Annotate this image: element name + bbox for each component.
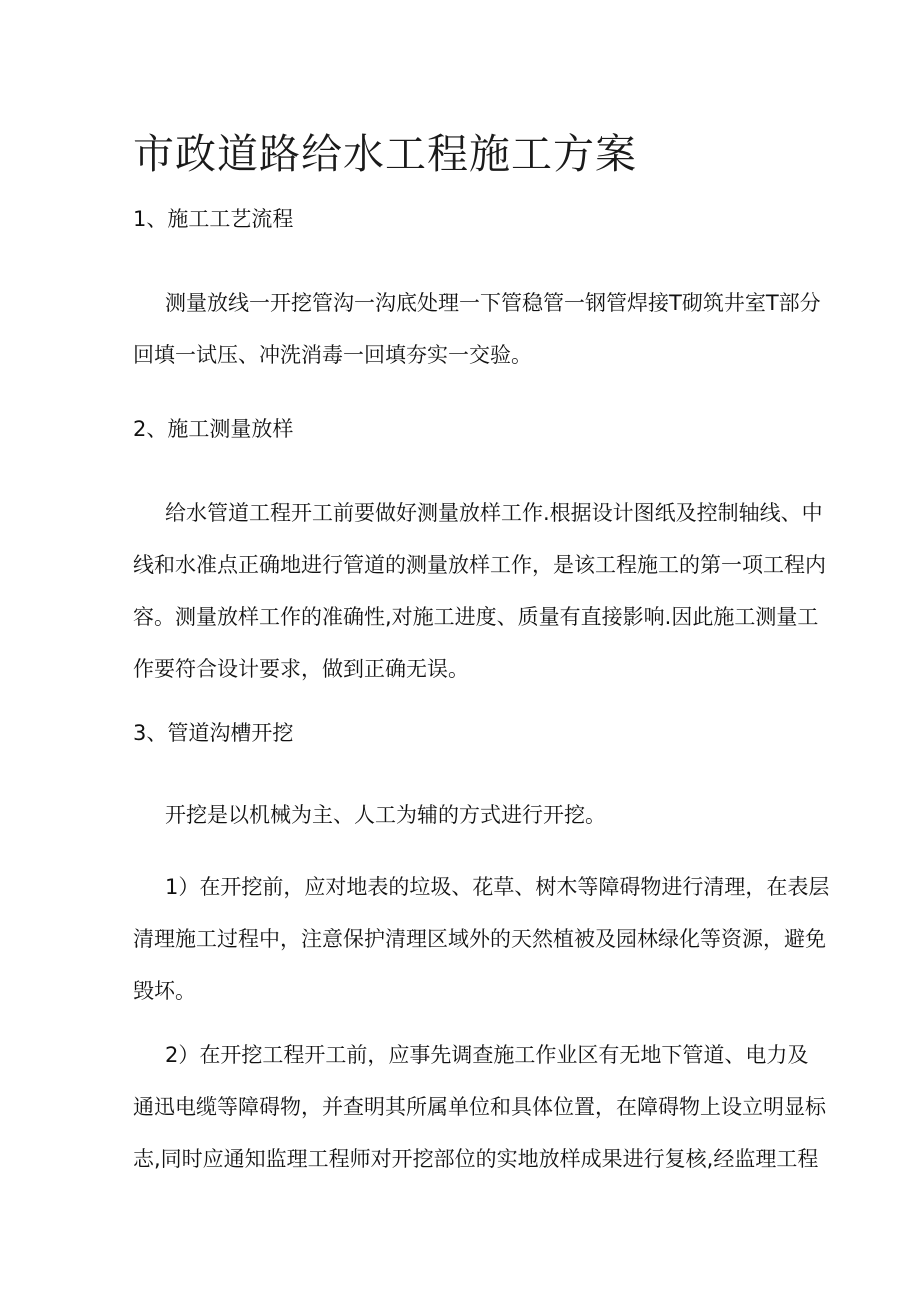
paragraph-line: 清理施工过程中，注意保护清理区域外的天然植被及园林绿化等资源，避免: [133, 927, 826, 951]
paragraph-excavation-step-2: [133, 1029, 826, 1185]
document-title: 市政道路给水工程施工方案: [133, 130, 637, 178]
paragraph-survey-layout: [133, 487, 826, 695]
paragraph-excavation-method: [133, 789, 798, 841]
paragraph-line: 毁坏。: [133, 979, 196, 1003]
paragraph-line: 作要符合设计要求，做到正确无误。: [133, 657, 469, 681]
paragraph-line: 1）在开挖前，应对地表的垃圾、花草、树木等障碍物进行清理，在表层: [165, 875, 830, 899]
paragraph-line: 志,同时应通知监理工程师对开挖部位的实地放样成果进行复核,经监理工程: [133, 1147, 819, 1171]
paragraph-line: 开挖是以机械为主、人工为辅的方式进行开挖。: [165, 803, 606, 827]
section-heading-3: 3、管道沟槽开挖: [133, 721, 294, 745]
paragraph-line: 通迅电缆等障碍物，并查明其所属单位和具体位置，在障碍物上设立明显标: [133, 1095, 826, 1119]
paragraph-line: 2）在开挖工程开工前，应事先调查施工作业区有无地下管道、电力及: [165, 1043, 809, 1067]
section-heading-2: 2、施工测量放样: [133, 417, 294, 441]
paragraph-excavation-step-1: [133, 861, 830, 1017]
paragraph-process-flow: [133, 277, 821, 381]
paragraph-line: 容。测量放样工作的准确性,对施工进度、质量有直接影响.因此施工测量工: [133, 605, 819, 629]
paragraph-line: 测量放线一开挖管沟一沟底处理一下管稳管一钢管焊接T砌筑井室T部分: [165, 291, 821, 315]
paragraph-line: 回填一试压、冲洗消毒一回填夯实一交验。: [133, 343, 532, 367]
paragraph-line: 给水管道工程开工前要做好测量放样工作.根据设计图纸及控制轴线、中: [165, 501, 823, 525]
section-heading-1: 1、施工工艺流程: [133, 207, 294, 231]
paragraph-line: 线和水准点正确地进行管道的测量放样工作，是该工程施工的第一项工程内: [133, 553, 826, 577]
